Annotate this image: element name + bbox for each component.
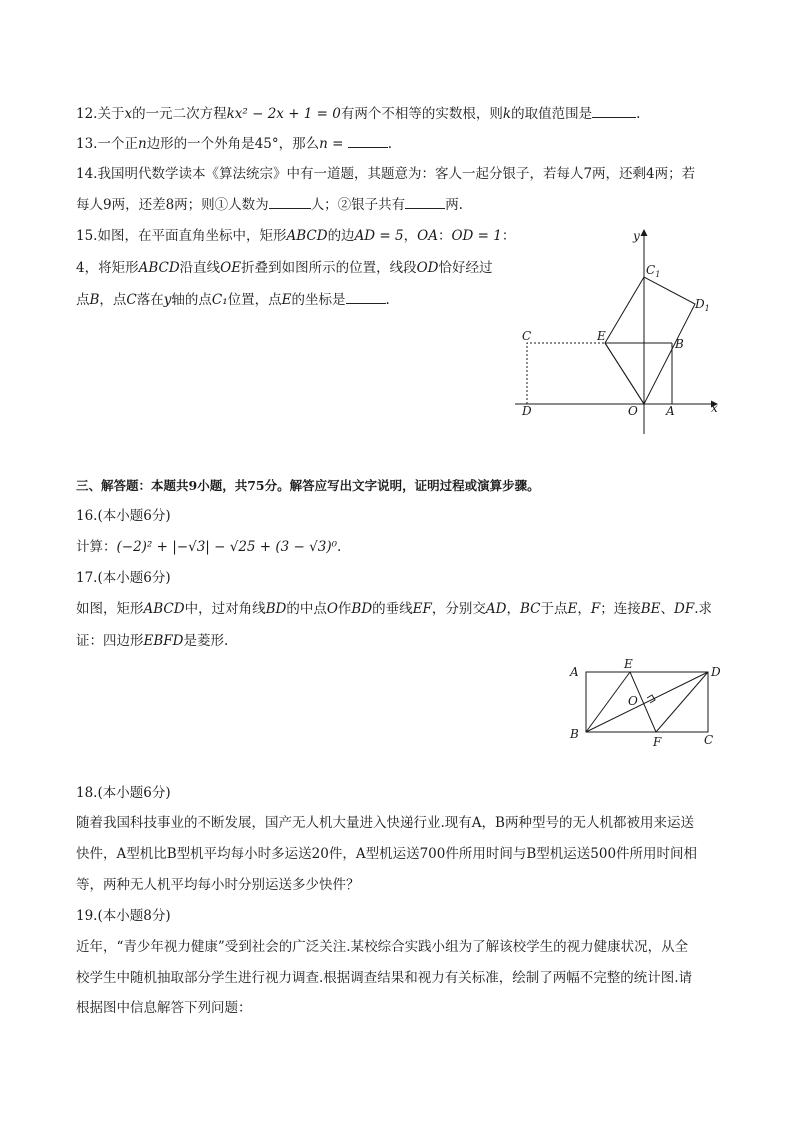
- label-c: C: [522, 329, 532, 343]
- answer-blank[interactable]: [346, 289, 386, 304]
- q14-text: 人；②银子共有: [310, 197, 406, 213]
- q12-var: k: [502, 106, 512, 122]
- label-f: F: [653, 735, 662, 749]
- q15-text: 点: [76, 292, 90, 308]
- q16-text: 计算：: [76, 539, 117, 555]
- q15-var: B: [89, 292, 100, 308]
- q12-text: 的一元二次方程: [132, 106, 227, 122]
- q15-var: OE: [220, 260, 242, 276]
- diagonal-bd: [586, 672, 708, 732]
- question-17-header: 17.(本小题6分): [76, 570, 171, 586]
- question-19-line-1: 近年，“青少年视力健康”受到社会的广泛关注.某校综合实践小组为了解该校学生的视力健康状况，从全: [76, 939, 689, 955]
- q15-var: ABCD: [286, 228, 328, 244]
- question-14-line-1: 14.我国明代数学读本《算法统宗》中有一道题，其题意为：客人一起分银子，若每人7两，还剩4两；若: [76, 166, 696, 182]
- dashed-rectangle: [527, 343, 605, 404]
- question-18-line-3: 等，两种无人机平均每小时分别运送多少快件？: [76, 877, 360, 893]
- answer-blank[interactable]: [405, 194, 445, 209]
- q15-text: ，点: [99, 292, 127, 308]
- label-x: x: [711, 401, 718, 415]
- question-15-line-3: [76, 289, 390, 310]
- q13-var: n: [137, 136, 147, 152]
- question-19-line-2: 校学生中随机抽取部分学生进行视力调查.根据调查结果和视力有关标准，绘制了两幅不完整的统计图.请: [76, 970, 693, 986]
- label-b: B: [570, 727, 579, 741]
- section-3-header: 三、解答题：本题共9小题，共75分。解答应写出文字说明，证明过程或演算步骤。: [76, 478, 540, 493]
- label-d: D: [711, 665, 721, 679]
- label-o: O: [628, 404, 638, 418]
- q16-period: .: [337, 539, 342, 555]
- question-14-line-2: [76, 194, 463, 215]
- q15-text: 沿直线: [179, 260, 221, 276]
- q15-text: 的边: [327, 228, 355, 244]
- q12-text: 有两个不相等的实数根，则: [340, 106, 503, 122]
- answer-blank[interactable]: [269, 194, 311, 209]
- q15-var: OA: [417, 228, 438, 244]
- label-e: E: [597, 329, 606, 343]
- q15-text: ，: [403, 228, 418, 244]
- question-18-line-2: 快件，A型机比B型机平均每小时多运送20件，A型机运送700件所用时间与B型机运送500件所用时间相: [76, 846, 698, 862]
- q15-text: ，将矩形: [84, 260, 139, 276]
- q15-text: 4: [76, 260, 85, 276]
- q15-text: 恰好经过: [438, 260, 493, 276]
- label-a: A: [570, 665, 579, 679]
- question-16-body: [76, 537, 341, 557]
- question-15-line-2: [76, 258, 493, 278]
- q14-text: 每人9两，还差8两；则①人数为: [76, 197, 269, 213]
- q15-expr: OD = 1: [451, 228, 502, 244]
- q15-text: 轴的点: [171, 292, 212, 308]
- q15-var: y: [163, 292, 172, 308]
- question-16-header: 16.(本小题6分): [76, 508, 171, 524]
- q12-text: 的取值范围是: [511, 106, 593, 122]
- q15-text: 的坐标是: [291, 292, 346, 308]
- question-18-line-1: 随着我国科技事业的不断发展，国产无人机大量进入快递行业.现有A，B两种型号的无人机都被用来运送: [76, 815, 694, 831]
- label-d: D: [522, 404, 532, 418]
- q13-text: 边形的一个外角是: [146, 136, 255, 152]
- question-12: [76, 103, 640, 124]
- q13-var: n: [319, 136, 328, 152]
- question-18-header: 18.(本小题6分): [76, 785, 171, 801]
- q15-var: ABCD: [138, 260, 180, 276]
- question-13: [76, 133, 392, 154]
- label-d1: $D_1$: [695, 297, 710, 313]
- q13-period: .: [387, 136, 393, 152]
- q15-text: ：: [437, 228, 452, 244]
- label-o: O: [628, 694, 638, 708]
- q15-var: E: [281, 292, 292, 308]
- q16-expression: (−2)² + |−√3| − √25 + (3 − √3)⁰: [116, 539, 338, 555]
- label-y: y: [633, 229, 640, 243]
- q17-rectangle-figure: [562, 655, 732, 750]
- segment-df: [656, 672, 708, 732]
- question-19-header: 19.(本小题8分): [76, 908, 171, 924]
- q15-text: 折叠到如图所示的位置，线段: [241, 260, 417, 276]
- q15-period: .: [385, 292, 390, 308]
- segment-oe: [605, 343, 644, 404]
- q15-expr: AD = 5: [354, 228, 404, 244]
- q15-var: C₁: [211, 292, 228, 308]
- question-15-line-1: 15.如图，在平面直角坐标中，矩形ABCD的边AD = 5，OA：OD = 1：: [76, 228, 516, 244]
- q14-text: 两.: [445, 197, 463, 213]
- question-17-line-2: 证：四边形EBFD是菱形.: [76, 633, 229, 649]
- q15-var: C: [126, 292, 137, 308]
- q15-var: OD: [416, 260, 439, 276]
- question-17-line-1: 如图，矩形ABCD中，过对角线BD的中点O作BD的垂线EF，分别交AD，BC于点E，F；连接BE、DF.求: [76, 601, 712, 617]
- q13-text: 13.一个正: [76, 136, 138, 152]
- question-19-line-3: 根据图中信息解答下列问题：: [76, 1000, 252, 1016]
- q13-angle: 45°: [254, 136, 279, 152]
- q15-text: 落在: [136, 292, 164, 308]
- answer-blank[interactable]: [348, 133, 388, 148]
- q15-text: 15.如图，在平面直角坐标中，矩形: [76, 228, 287, 244]
- answer-blank[interactable]: [592, 103, 636, 118]
- label-e: E: [624, 657, 633, 671]
- q12-text: 12.关于: [76, 106, 125, 122]
- q15-text: 位置，点: [227, 292, 282, 308]
- q13-text: ，那么: [278, 136, 320, 152]
- label-a: A: [666, 404, 675, 418]
- q12-equation: kx² − 2x + 1 = 0: [226, 106, 341, 122]
- q12-var: x: [124, 106, 133, 122]
- q13-text: =: [327, 136, 348, 152]
- label-c: C: [704, 733, 714, 747]
- q15-coordinate-figure: [505, 222, 730, 442]
- label-b: B: [675, 337, 684, 351]
- segment-be: [586, 672, 630, 732]
- label-c1: $C_1$: [646, 263, 661, 279]
- q12-period: .: [636, 106, 641, 122]
